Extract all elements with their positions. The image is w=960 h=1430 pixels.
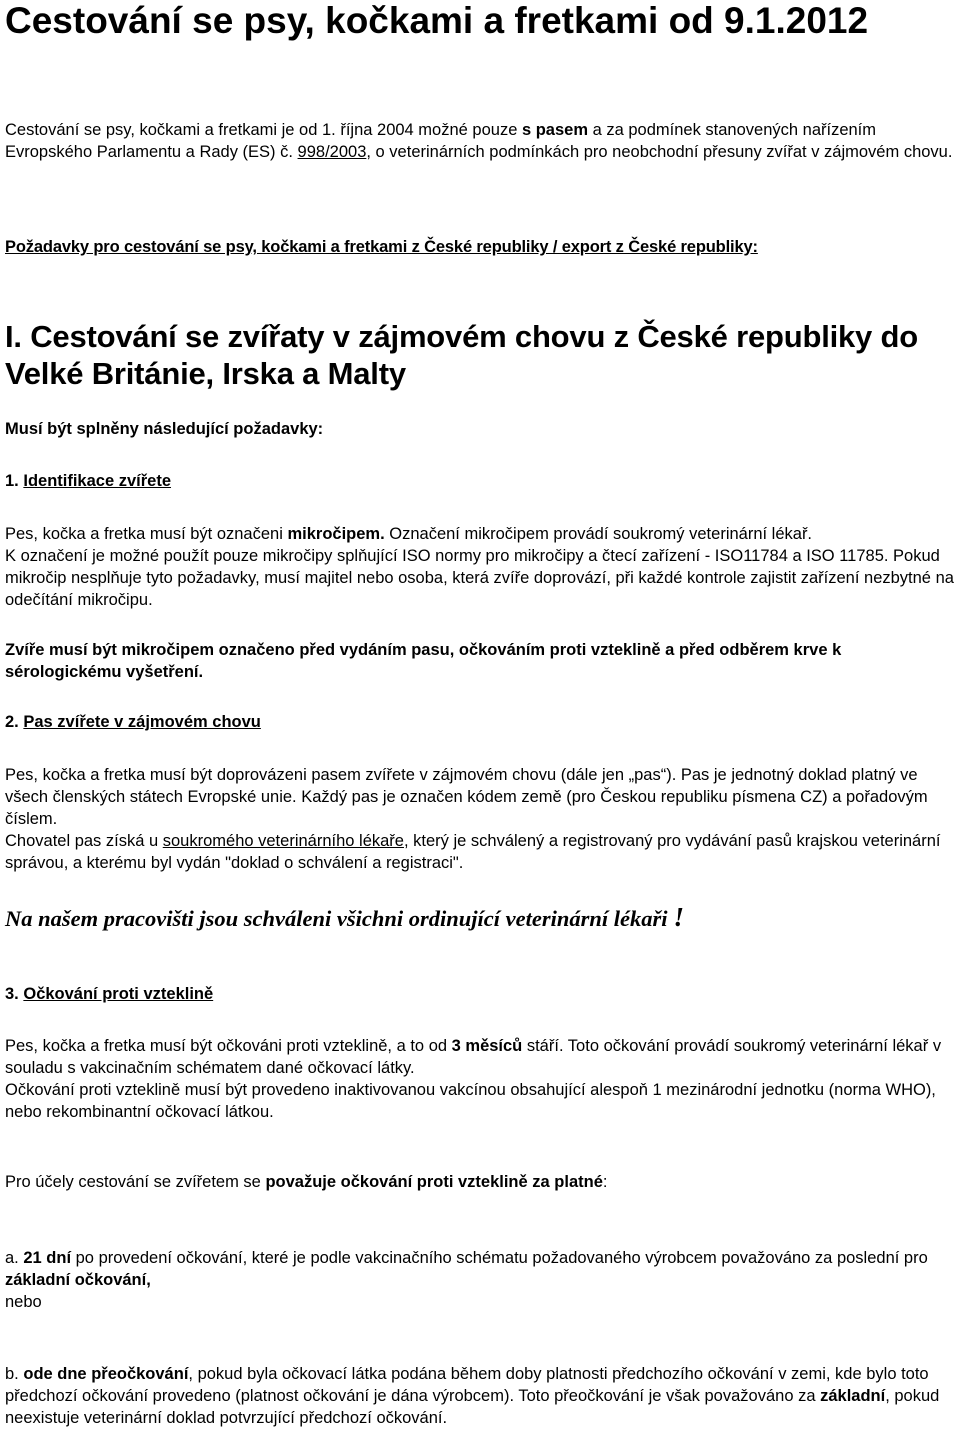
vet-link[interactable]: soukromého veterinárního lékaře [162,832,404,850]
section-2-body-1: Pes, kočka a fretka musí být doprovázeni pasem zvířete v zájmovém chovu (dále jen „pas“). Pas je jednotný doklad platný ve všech členských státech Evropské unie. Každý pas je označen kódem země (pro Českou republiku písmena CZ) a pořadovým číslem. [5,766,928,828]
item-b-text-2: , pokud neexistuje veterinární doklad potvrzující předchozí očkování. [5,1387,940,1427]
section-1-number: 1. [5,472,24,490]
validity-statement [5,1171,955,1193]
clinic-note-mark: ! [673,902,685,932]
s2-text-a: Chovatel pas získá u [5,832,163,850]
clinic-note-text: Na našem pracovišti jsou schváleni všichni ordinující veterinární lékaři [5,906,668,931]
item-a-nebo: nebo [5,1293,42,1311]
section-1-title: Identifikace zvířete [23,472,172,490]
item-a-label: a. [5,1249,24,1267]
item-b-bold-2: základní [820,1387,886,1405]
intro-bold: s pasem [521,121,589,139]
item-b-label: b. [5,1365,24,1383]
item-a-bold-2: základní očkování, [5,1271,151,1289]
item-a [5,1247,955,1313]
section-3-body-2: Očkování proti vzteklině musí být provedeno inaktivovanou vakcínou obsahující alespoň 1 mezinárodní jednotku (norma WHO), nebo rekombinantní očkovací látkou. [5,1081,936,1121]
section-1-line-1 [5,523,955,545]
section-3-heading [5,985,213,1004]
validity-text-a: Pro účely cestování se zvířetem se [5,1173,266,1191]
section-1-heading [5,472,171,491]
item-a-text: po provedení očkování, které je podle vakcinačního schématu požadovaného výrobcem považováno za poslední pro [71,1249,928,1267]
s1-bold-microchip: mikročipem. [287,525,385,543]
item-a-bold: 21 dní [23,1249,72,1267]
s3-text-b: stáří. Toto očkování provádí soukromý veterinární lékař v souladu s vakcinačním schématem dané očkovací látky. [5,1037,942,1077]
regulation-link[interactable]: 998/2003 [297,143,367,161]
intro-text-3: , o veterinárních podmínkách pro neobchodní přesuny zvířat v zájmovém chovu. [366,143,953,161]
section-2-body-2 [5,830,955,874]
section-3-title: Očkování proti vzteklině [23,985,214,1003]
section-3-body-1 [5,1035,955,1079]
section-1-body: K označení je možné použít pouze mikročipy splňující ISO normy pro mikročipy a čtecí zařízení - ISO11784 a ISO 11785. Pokud mikročip nesplňuje tyto požadavky, musí majitel nebo osoba, která zvíře doprovází, při každé kontrole zajistit zařízení nezbytné na odečítání mikročipu. [5,547,954,609]
page-title: Cestování se psy, kočkami a fretkami od 9.1.2012 [5,0,869,41]
s2-text-b: , který je schválený a registrovaný pro vydávání pasů krajskou veterinární správou, a kterému byl vydán "doklad o schválení a registraci". [5,832,941,872]
section-2-heading [5,713,261,732]
intro-text-2: a za podmínek stanovených nařízením Evropského Parlamentu a Rady (ES) č. [5,121,877,161]
validity-bold: považuje očkování proti vzteklině za platné [265,1173,603,1191]
item-b-bold: ode dne přeočkování [23,1365,189,1383]
must-be-met-label: Musí být splněny následující požadavky: [5,420,324,438]
section-3-number: 3. [5,985,24,1003]
s1-text-a: Pes, kočka a fretka musí být označeni [5,525,288,543]
item-b [5,1363,955,1429]
intro-paragraph [5,119,955,163]
section-2-title: Pas zvířete v zájmovém chovu [23,713,261,731]
section-1-bold-note: Zvíře musí být mikročipem označeno před vydáním pasu, očkováním proti vzteklině a před odběrem krve k sérologickému vyšetření. [5,641,842,681]
section-heading: I. Cestování se zvířaty v zájmovém chovu z České republiky do Velké Británie, Irska a Malty [5,319,918,391]
requirements-heading: Požadavky pro cestování se psy, kočkami a fretkami z České republiky / export z České republiky: [5,238,758,256]
s1-text-b: Označení mikročipem provádí soukromý veterinární lékař. [384,525,813,543]
section-2-number: 2. [5,713,24,731]
validity-text-b: : [602,1173,608,1191]
s3-text-a: Pes, kočka a fretka musí být očkováni proti vzteklině, a to od [5,1037,452,1055]
item-b-text: , pokud byla očkovací látka podána během doby platnosti předchozího očkování v zemi, kde bylo toto předchozí očkování provedeno (platnost očkování je dána výrobcem). Toto přeočkování je však považováno za [5,1365,929,1405]
intro-text-1: Cestování se psy, kočkami a fretkami je od 1. října 2004 možné pouze [5,121,522,139]
s3-bold-months: 3 měsíců [451,1037,523,1055]
clinic-note [5,902,684,933]
